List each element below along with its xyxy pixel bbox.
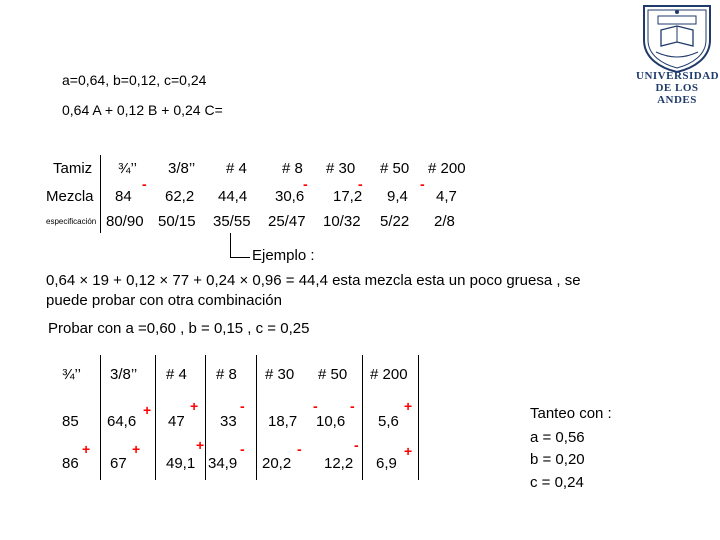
table-divider bbox=[362, 355, 363, 480]
table-divider bbox=[155, 355, 156, 480]
logo-text-line2: DE LOS ANDES bbox=[655, 82, 699, 106]
header-cell: # 8 bbox=[282, 160, 303, 177]
marker: + bbox=[143, 402, 152, 418]
value-cell: 10,6 bbox=[316, 413, 346, 430]
value-cell: 33 bbox=[220, 413, 237, 430]
spec-cell: 10/32 bbox=[323, 213, 361, 230]
logo-text-line1: UNIVERSIDAD bbox=[636, 70, 720, 82]
callout-line bbox=[230, 257, 250, 258]
tanteo-c: c = 0,24 bbox=[530, 474, 584, 491]
table-divider bbox=[205, 355, 206, 480]
params-line: a=0,64, b=0,12, c=0,24 bbox=[62, 72, 207, 88]
spec-cell: 5/22 bbox=[380, 213, 410, 230]
spec-cell: 35/55 bbox=[213, 213, 251, 230]
value-cell: 85 bbox=[62, 413, 79, 430]
example-line1: 0,64 × 19 + 0,12 × 77 + 0,24 × 0,96 = 44,4 esta mezcla esta un poco gruesa , se bbox=[46, 272, 581, 289]
value-cell: 12,2 bbox=[324, 455, 354, 472]
value-cell: 67 bbox=[110, 455, 127, 472]
value-cell: 84 bbox=[115, 188, 132, 205]
header-cell: # 30 bbox=[326, 160, 356, 177]
row-label-mezcla: Mezcla bbox=[46, 188, 94, 205]
tanteo-b: b = 0,20 bbox=[530, 451, 585, 468]
row-label-especificacion: especificación bbox=[46, 217, 97, 226]
table-divider bbox=[418, 355, 419, 480]
tanteo-title: Tanteo con : bbox=[530, 405, 612, 422]
header-cell: # 200 bbox=[370, 366, 408, 383]
header-cell: # 8 bbox=[216, 366, 237, 383]
marker: - bbox=[303, 176, 308, 192]
marker: - bbox=[350, 398, 355, 414]
marker: - bbox=[240, 441, 245, 457]
row-label-tamiz: Tamiz bbox=[53, 160, 93, 177]
value-cell: 62,2 bbox=[165, 188, 195, 205]
try-line: Probar con a =0,60 , b = 0,15 , c = 0,25 bbox=[48, 320, 310, 337]
table-divider bbox=[100, 155, 101, 233]
spec-cell: 50/15 bbox=[158, 213, 196, 230]
university-seal-icon bbox=[636, 2, 718, 74]
marker: - bbox=[420, 176, 425, 192]
example-title: Ejemplo : bbox=[252, 247, 315, 264]
marker: + bbox=[404, 443, 413, 459]
table-divider bbox=[100, 355, 101, 480]
value-cell: 20,2 bbox=[262, 455, 292, 472]
marker: + bbox=[196, 437, 205, 453]
value-cell: 18,7 bbox=[268, 413, 298, 430]
value-cell: 6,9 bbox=[376, 455, 397, 472]
header-cell: ¾’’ bbox=[118, 160, 137, 177]
tanteo-a: a = 0,56 bbox=[530, 429, 585, 446]
value-cell: 44,4 bbox=[218, 188, 248, 205]
marker: + bbox=[82, 441, 91, 457]
header-cell: # 4 bbox=[226, 160, 247, 177]
marker: - bbox=[240, 398, 245, 414]
header-cell: # 50 bbox=[318, 366, 348, 383]
marker: + bbox=[404, 398, 413, 414]
header-cell: # 30 bbox=[265, 366, 295, 383]
marker: - bbox=[358, 176, 363, 192]
value-cell: 34,9 bbox=[208, 455, 238, 472]
value-cell: 4,7 bbox=[436, 188, 457, 205]
marker: - bbox=[297, 441, 302, 457]
value-cell: 5,6 bbox=[378, 413, 399, 430]
value-cell: 86 bbox=[62, 455, 79, 472]
equation-line: 0,64 A + 0,12 B + 0,24 C= bbox=[62, 102, 223, 118]
header-cell: # 4 bbox=[166, 366, 187, 383]
table-divider bbox=[256, 355, 257, 480]
header-cell: ¾’’ bbox=[62, 366, 81, 383]
header-cell: 3/8’’ bbox=[110, 366, 138, 383]
value-cell: 17,2 bbox=[333, 188, 363, 205]
value-cell: 9,4 bbox=[387, 188, 408, 205]
spec-cell: 25/47 bbox=[268, 213, 306, 230]
header-cell: 3/8’’ bbox=[168, 160, 196, 177]
header-cell: # 200 bbox=[428, 160, 466, 177]
marker: - bbox=[142, 176, 147, 192]
spec-cell: 80/90 bbox=[106, 213, 144, 230]
callout-line-vertical bbox=[230, 233, 231, 257]
marker: + bbox=[132, 441, 141, 457]
value-cell: 47 bbox=[168, 413, 185, 430]
value-cell: 30,6 bbox=[275, 188, 305, 205]
marker: - bbox=[354, 437, 359, 453]
marker: + bbox=[190, 398, 199, 414]
value-cell: 49,1 bbox=[166, 455, 196, 472]
value-cell: 64,6 bbox=[107, 413, 137, 430]
spec-cell: 2/8 bbox=[434, 213, 455, 230]
example-line2: puede probar con otra combinación bbox=[46, 292, 282, 309]
header-cell: # 50 bbox=[380, 160, 410, 177]
marker: - bbox=[313, 398, 318, 414]
